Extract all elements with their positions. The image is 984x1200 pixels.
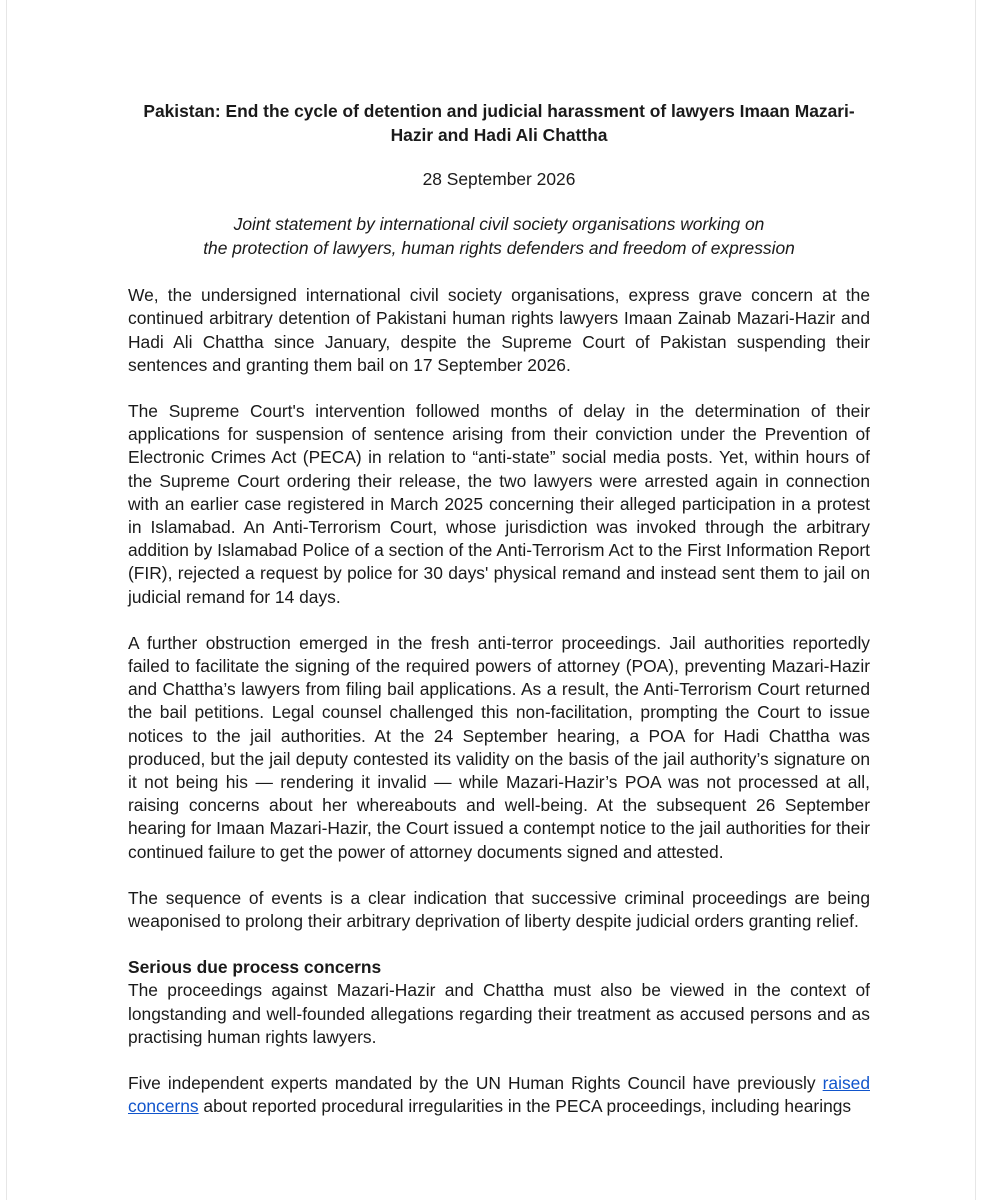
document-title: Pakistan: End the cycle of detention and judicial harassment of lawyers Imaan Mazari-Hazir and Hadi Ali Chattha (143, 101, 855, 145)
document-subtitle (128, 212, 870, 260)
paragraph-due-process: The proceedings against Mazari-Hazir and Chattha must also be viewed in the context of longstanding and well-founded allegations regarding their treatment as accused persons and as practising human rights lawyers. (128, 980, 870, 1047)
paragraph-text-before-link: Five independent experts mandated by the UN Human Rights Council have previously (128, 1073, 823, 1094)
subtitle-line-2: the protection of lawyers, human rights defenders and freedom of expression (203, 238, 795, 259)
section-heading: Serious due process concerns (128, 957, 382, 978)
document-page (6, 0, 976, 1200)
paragraph-supreme-court: The Supreme Court's intervention followed months of delay in the determination of their applications for suspension of sentence arising from their conviction under the Prevention of Electronic Crimes Act (PECA) in relation to “anti-state” social media posts. Yet, within hours of the Supreme Court ordering their release, the two lawyers were arrested again in connection with an earlier case registered in March 2025 concerning their alleged participation in a protest in Islamabad. An Anti-Terrorism Court, whose jurisdiction was invoked through the arbitrary addition by Islamabad Police of a section of the Anti-Terrorism Act to the First Information Report (FIR), rejected a request by police for 30 days' physical remand and instead sent them to jail on judicial remand for 14 days. (128, 401, 870, 607)
document-body (128, 99, 870, 1119)
document-date: 28 September 2026 (422, 169, 576, 189)
paragraph-intro: We, the undersigned international civil society organisations, express grave concern at the continued arbitrary detention of Pakistani human rights lawyers Imaan Zainab Mazari-Hazir and Hadi Ali Chattha since January, despite the Supreme Court of Pakistan suspending their sentences and granting them bail on 17 September 2026. (128, 285, 870, 375)
paragraph-sequence: The sequence of events is a clear indication that successive criminal proceedings are being weaponised to prolong their arbitrary deprivation of liberty despite judicial orders granting relief. (128, 887, 870, 932)
paragraph-un-experts (128, 1072, 870, 1118)
subtitle-line-1: Joint statement by international civil society organisations working on (233, 214, 765, 235)
paragraph-text-after-link: about reported procedural irregularities in the PECA proceedings, including hearings (198, 1096, 852, 1117)
paragraph-obstruction: A further obstruction emerged in the fresh anti-terror proceedings. Jail authorities reportedly failed to facilitate the signing of the required powers of attorney (POA), preventing Mazari-Hazir and Chattha’s lawyers from filing bail applications. As a result, the Anti-Terrorism Court returned the bail petitions. Legal counsel challenged this non-facilitation, prompting the Court to issue notices to the jail authorities. At the 24 September hearing, a POA for Hadi Chattha was produced, but the jail deputy contested its validity on the basis of the jail authority’s signature on it not being his — rendering it invalid — while Mazari-Hazir’s POA was not processed at all, raising concerns about her whereabouts and well-being. At the subsequent 26 September hearing for Imaan Mazari-Hazir, the Court issued a contempt notice to the jail authorities for their continued failure to get the power of attorney documents signed and attested. (128, 632, 870, 862)
raised-concerns-link[interactable]: raised concerns (128, 1073, 870, 1117)
